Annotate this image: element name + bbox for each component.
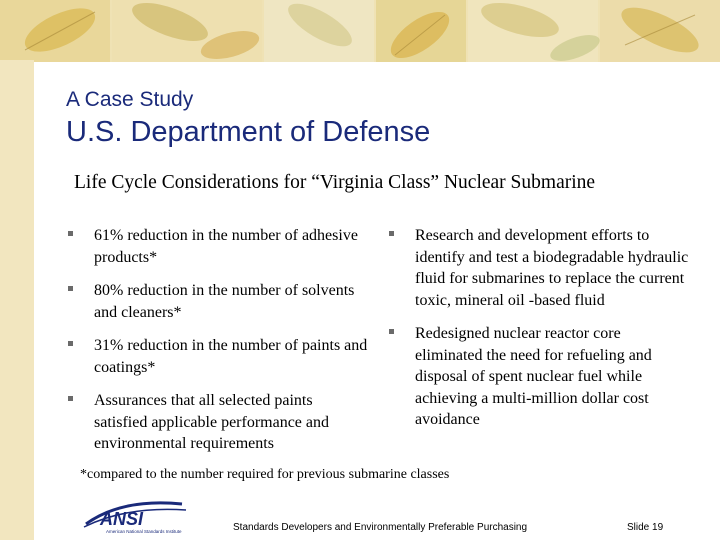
bullet-item — [68, 390, 368, 455]
ansi-logo-text: ANSI — [100, 509, 144, 529]
bullet-text: 61% reduction in the number of adhesive products* — [94, 227, 358, 266]
bullet-text: Assurances that all selected paints satisfied applicable performance and environmental requirements — [94, 392, 329, 452]
right-bullet-list — [389, 225, 689, 443]
bullet-item — [68, 225, 368, 268]
bullet-text: Redesigned nuclear reactor core eliminated the need for refueling and disposal of spent nuclear fuel while achieving a multi-million dollar cost avoidance — [415, 325, 652, 428]
footer-center-text: Standards Developers and Environmentally Preferable Purchasing — [233, 522, 528, 533]
bullet-text: 31% reduction in the number of paints and coatings* — [94, 337, 368, 376]
left-bullet-list — [68, 225, 368, 467]
bullet-item — [389, 225, 689, 311]
bullet-item — [389, 323, 689, 431]
slide-number: Slide 19 — [627, 522, 664, 533]
bullet-square-icon — [68, 286, 73, 291]
bullet-square-icon — [389, 231, 394, 236]
lead-text: Life Cycle Considerations for “Virginia Class” Nuclear Submarine — [74, 172, 596, 193]
bullet-item — [68, 280, 368, 323]
bullet-text: Research and development efforts to identify and test a biodegradable hydraulic fluid for submarines to replace the current toxic, mineral oil -based fluid — [415, 227, 689, 309]
left-strip — [0, 60, 34, 540]
bullet-square-icon — [389, 329, 394, 334]
bullet-square-icon — [68, 231, 73, 236]
ansi-logo — [78, 496, 208, 536]
slide-subtitle: A Case Study — [66, 88, 194, 111]
bullet-text: 80% reduction in the number of solvents and cleaners* — [94, 282, 355, 321]
slide-title: U.S. Department of Defense — [66, 116, 431, 148]
footnote: *compared to the number required for previous submarine classes — [80, 467, 450, 482]
bullet-square-icon — [68, 341, 73, 346]
leaf-banner — [0, 0, 720, 70]
bullet-item — [68, 335, 368, 378]
ansi-logo-mark — [82, 496, 192, 530]
ansi-tagline: American National Standards Institute — [106, 529, 182, 534]
bullet-square-icon — [68, 396, 73, 401]
